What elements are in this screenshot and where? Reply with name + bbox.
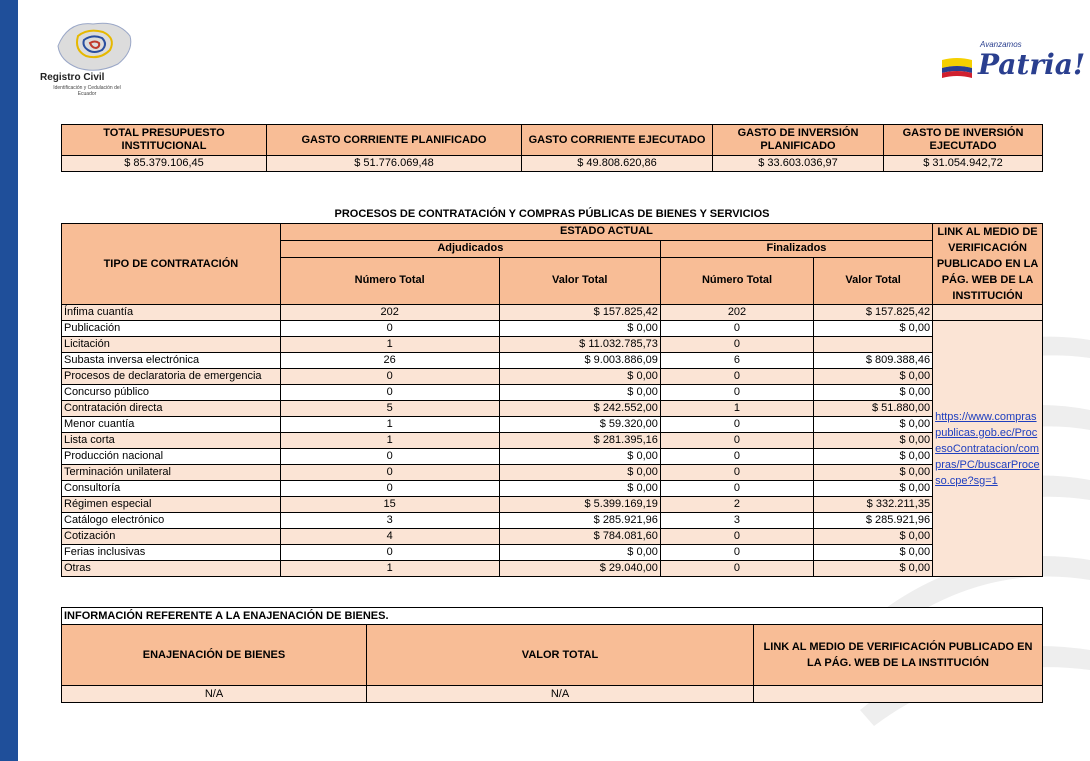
cell-adj-numero: 0 [280,385,499,401]
cell-tipo: Producción nacional [62,449,281,465]
cell-adj-valor: $ 281.395,16 [499,433,660,449]
logo-subtitle: Identificación y Cedulación del Ecuador [53,85,121,97]
cell-fin-numero: 0 [660,529,813,545]
budget-values-row [62,156,1043,172]
header-gasto-inversion-planificado: GASTO DE INVERSIÓN PLANIFICADO [713,125,884,156]
patria-logo [940,38,1086,88]
ecuador-map-icon [48,16,138,76]
cell-tipo: Menor cuantía [62,417,281,433]
cell-fin-numero: 0 [660,385,813,401]
cell-adj-valor: $ 157.825,42 [499,305,660,321]
cell-fin-valor: $ 51.880,00 [814,401,933,417]
cell-tipo: Terminación unilateral [62,465,281,481]
table-row [62,465,1043,481]
header-enajenacion: ENAJENACIÓN DE BIENES [62,625,367,686]
cell-tipo: Subasta inversa electrónica [62,353,281,369]
header-link: LINK AL MEDIO DE VERIFICACIÓN PUBLICADO EN LA PÁG. WEB DE LA INSTITUCIÓN [933,224,1043,305]
cell-fin-numero: 0 [660,545,813,561]
procurement-title: PROCESOS DE CONTRATACIÓN Y COMPRAS PÚBLICAS DE BIENES Y SERVICIOS [334,208,770,220]
verification-link[interactable]: https://www.compraspublicas.gob.ec/ProcesoContratacion/compras/PC/buscarProceso.cpe?sg=1 [933,321,1043,577]
cell-tipo: Contratación directa [62,401,281,417]
cell-fin-numero: 0 [660,465,813,481]
cell-adj-valor: $ 242.552,00 [499,401,660,417]
table-row [62,561,1043,577]
cell-adj-numero: 1 [280,337,499,353]
cell-adj-numero: 3 [280,513,499,529]
cell-fin-numero: 1 [660,401,813,417]
cell-fin-valor: $ 0,00 [814,417,933,433]
cell-adj-valor: $ 29.040,00 [499,561,660,577]
cell-fin-valor: $ 0,00 [814,369,933,385]
procurement-table [61,223,1043,577]
cell-fin-numero: 2 [660,497,813,513]
cell-tipo: Régimen especial [62,497,281,513]
header-total-presupuesto: TOTAL PRESUPUESTO INSTITUCIONAL [62,125,267,156]
table-row [62,513,1043,529]
table-row [62,545,1043,561]
cell-adj-numero: 0 [280,481,499,497]
registro-civil-logo [30,14,140,109]
cell-tipo: Ferias inclusivas [62,545,281,561]
cell-fin-numero: 0 [660,449,813,465]
cell-fin-valor: $ 0,00 [814,529,933,545]
table-row [62,449,1043,465]
cell-adj-numero: 26 [280,353,499,369]
cell-fin-numero: 0 [660,481,813,497]
disposal-values-row [62,686,1043,703]
cell-fin-numero: 202 [660,305,813,321]
cell-adj-numero: 0 [280,321,499,337]
cell-adj-valor: $ 5.399.169,19 [499,497,660,513]
cell-adj-valor: $ 0,00 [499,449,660,465]
cell-adj-numero: 0 [280,545,499,561]
cell-fin-numero: 0 [660,321,813,337]
header-adj-numero: Número Total [280,257,499,304]
cell-adj-numero: 1 [280,433,499,449]
table-row [62,337,1043,353]
cell-fin-numero: 0 [660,417,813,433]
cell-fin-valor: $ 0,00 [814,385,933,401]
procurement-header-row-1 [62,224,1043,241]
value-gasto-inversion-planificado: $ 33.603.036,97 [713,156,884,172]
table-row [62,529,1043,545]
logo-wordmark: Patria! [978,48,1086,81]
cell-adj-numero: 202 [280,305,499,321]
header-fin-numero: Número Total [660,257,813,304]
table-row [62,417,1043,433]
cell-adj-valor: $ 0,00 [499,545,660,561]
cell-adj-valor: $ 0,00 [499,321,660,337]
cell-adj-numero: 0 [280,465,499,481]
header-gasto-corriente-planificado: GASTO CORRIENTE PLANIFICADO [267,125,522,156]
cell-fin-valor: $ 0,00 [814,433,933,449]
header-adj-valor: Valor Total [499,257,660,304]
cell-adj-numero: 0 [280,449,499,465]
disposal-caption-row [62,608,1043,625]
cell-adj-valor: $ 59.320,00 [499,417,660,433]
cell-tipo: Lista corta [62,433,281,449]
cell-fin-valor: $ 0,00 [814,449,933,465]
ecuador-flag-icon [940,56,974,80]
logo-title: Registro Civil [40,72,105,83]
budget-header-row [62,125,1043,156]
table-row [62,305,1043,321]
cell-tipo: Concurso público [62,385,281,401]
cell-tipo: Consultoría [62,481,281,497]
cell-adj-valor: $ 9.003.886,09 [499,353,660,369]
cell-fin-valor: $ 285.921,96 [814,513,933,529]
table-row [62,481,1043,497]
table-row [62,401,1043,417]
cell-adj-valor: $ 0,00 [499,385,660,401]
cell-fin-valor: $ 809.388,46 [814,353,933,369]
budget-table [61,124,1043,172]
disposal-header-row [62,625,1043,686]
cell-adj-numero: 0 [280,369,499,385]
header-disposal-link: LINK AL MEDIO DE VERIFICACIÓN PUBLICADO EN LA PÁG. WEB DE LA INSTITUCIÓN [754,625,1043,686]
cell-fin-valor: $ 0,00 [814,321,933,337]
disposal-table [61,607,1043,703]
cell-fin-valor: $ 0,00 [814,465,933,481]
value-gasto-corriente-ejecutado: $ 49.808.620,86 [522,156,713,172]
cell-fin-numero: 6 [660,353,813,369]
cell-adj-numero: 1 [280,561,499,577]
logo-tagline: Avanzamos [980,40,1022,49]
left-sidebar-stripe [0,0,18,761]
value-total-presupuesto: $ 85.379.106,45 [62,156,267,172]
table-row [62,353,1043,369]
cell-fin-numero: 3 [660,513,813,529]
cell-tipo: Publicación [62,321,281,337]
cell-adj-numero: 4 [280,529,499,545]
cell-fin-numero: 0 [660,369,813,385]
cell-adj-valor: $ 0,00 [499,465,660,481]
cell-tipo: Procesos de declaratoria de emergencia [62,369,281,385]
header-adjudicados: Adjudicados [280,240,660,257]
header-estado-actual: ESTADO ACTUAL [280,224,932,241]
cell-fin-valor: $ 332.211,35 [814,497,933,513]
cell-fin-numero: 0 [660,561,813,577]
cell-tipo: Otras [62,561,281,577]
header-gasto-corriente-ejecutado: GASTO CORRIENTE EJECUTADO [522,125,713,156]
value-valor-total: N/A [367,686,754,703]
cell-adj-valor: $ 0,00 [499,481,660,497]
value-gasto-inversion-ejecutado: $ 31.054.942,72 [884,156,1043,172]
cell-adj-numero: 1 [280,417,499,433]
value-enajenacion: N/A [62,686,367,703]
cell-adj-valor: $ 784.081,60 [499,529,660,545]
cell-tipo: Ínfima cuantía [62,305,281,321]
cell-link-empty [933,305,1043,321]
cell-tipo: Cotización [62,529,281,545]
cell-adj-valor: $ 0,00 [499,369,660,385]
cell-adj-numero: 15 [280,497,499,513]
table-row [62,369,1043,385]
value-gasto-corriente-planificado: $ 51.776.069,48 [267,156,522,172]
disposal-caption: INFORMACIÓN REFERENTE A LA ENAJENACIÓN DE BIENES. [62,608,1043,625]
cell-fin-valor: $ 157.825,42 [814,305,933,321]
table-row [62,433,1043,449]
cell-fin-valor: $ 0,00 [814,561,933,577]
header-finalizados: Finalizados [660,240,932,257]
value-disposal-link [754,686,1043,703]
cell-fin-valor: $ 0,00 [814,545,933,561]
table-row [62,321,1043,337]
cell-adj-valor: $ 285.921,96 [499,513,660,529]
cell-adj-numero: 5 [280,401,499,417]
cell-fin-valor: $ 0,00 [814,481,933,497]
header-tipo-contratacion: TIPO DE CONTRATACIÓN [62,224,281,305]
cell-fin-valor [814,337,933,353]
cell-tipo: Catálogo electrónico [62,513,281,529]
table-row [62,497,1043,513]
header-gasto-inversion-ejecutado: GASTO DE INVERSIÓN EJECUTADO [884,125,1043,156]
cell-adj-valor: $ 11.032.785,73 [499,337,660,353]
cell-fin-numero: 0 [660,337,813,353]
table-row [62,385,1043,401]
header-fin-valor: Valor Total [814,257,933,304]
cell-fin-numero: 0 [660,433,813,449]
header-valor-total: VALOR TOTAL [367,625,754,686]
cell-tipo: Licitación [62,337,281,353]
